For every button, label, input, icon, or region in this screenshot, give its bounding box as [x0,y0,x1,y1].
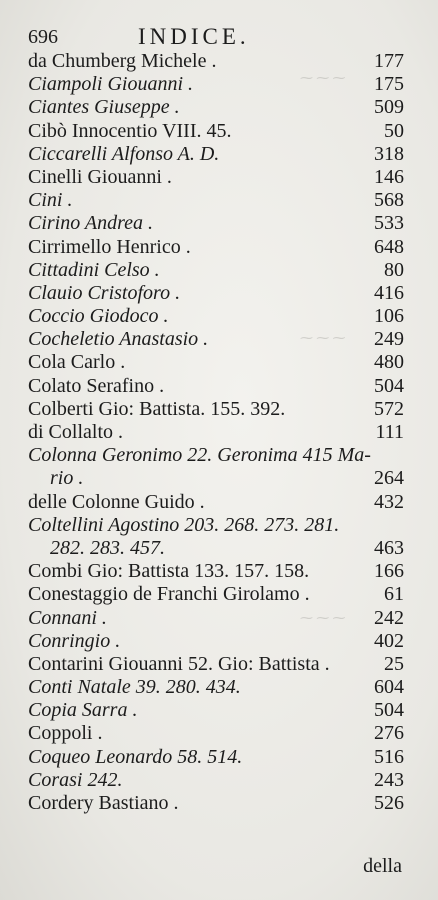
index-entry [28,236,404,259]
entry-page-number: 25 [384,652,404,675]
entry-name: Colonna Geronimo 22. Geronima 415 Ma- [28,444,371,467]
index-entry [28,166,404,189]
entry-name: Connani . [28,606,107,629]
index-entry [28,444,404,467]
entry-name: Cini . [28,189,73,212]
index-entry [28,282,404,305]
entry-page-number: 509 [374,96,404,119]
entry-name: Cittadini Celso . [28,258,160,281]
index-entry [28,351,404,374]
entry-name: Coccio Giodoco . [28,305,169,328]
entry-name: Colato Serafino . [28,374,165,397]
index-entry [28,722,404,745]
index-entry [28,676,404,699]
entry-name: Coqueo Leonardo 58. 514. [28,745,243,768]
index-entries [28,50,404,815]
index-entry [28,583,404,606]
index-entry [28,467,404,490]
entry-name: Conti Natale 39. 280. 434. [28,676,241,699]
entry-name: Conestaggio de Franchi Girolamo . [28,583,310,606]
entry-name: Cocheletio Anastasio . [28,328,209,351]
entry-name: Cola Carlo . [28,351,126,374]
index-entry [28,514,404,537]
entry-name: Ciampoli Giouanni . [28,73,194,96]
entry-page-number: 416 [374,281,404,304]
entry-name: da Chumberg Michele . [28,50,217,72]
index-entry [28,398,404,421]
entry-name: rio . [50,467,84,490]
index-entry [28,189,404,212]
entry-name: Coppoli . [28,722,103,745]
entry-page-number: 572 [374,397,404,420]
entry-name: 282. 283. 457. [50,536,165,559]
index-entry [28,305,404,328]
entry-page-number: 80 [384,258,404,281]
entry-page-number: 480 [374,351,404,374]
entry-page-number: 242 [374,606,404,629]
index-entry [28,699,404,722]
index-entry [28,259,404,282]
index-entry [28,96,404,119]
entry-name: Cordery Bastiano . [28,792,179,814]
entry-name: Conringio . [28,629,121,652]
bleed-through-ghost: ⁓ ⁓ ⁓ [300,70,346,85]
entry-page-number: 504 [374,374,404,397]
index-entry [28,212,404,235]
index-entry [28,746,404,769]
entry-name: Copia Sarra . [28,699,138,722]
entry-page-number: 111 [375,421,404,443]
bleed-through-ghost: ⁓ ⁓ ⁓ [300,610,346,625]
entry-page-number: 604 [374,676,404,699]
entry-page-number: 61 [384,583,404,606]
entry-name: Colberti Gio: Battista. 155. 392. [28,397,286,420]
entry-page-number: 276 [374,722,404,745]
entry-page-number: 175 [374,73,404,96]
entry-page-number: 249 [374,328,404,351]
page-header [28,24,408,50]
entry-name: delle Colonne Guido . [28,490,205,513]
entry-name: Combi Gio: Battista 133. 157. 158. [28,560,310,583]
index-entry [28,50,404,73]
index-entry [28,375,404,398]
entry-name: Cirino Andrea . [28,212,154,235]
entry-name: Coltellini Agostino 203. 268. 273. 281. [28,513,340,536]
entry-name: Ciantes Giuseppe . [28,96,180,119]
entry-page-number: 243 [374,768,404,791]
entry-page-number: 264 [374,467,404,490]
index-entry [28,143,404,166]
entry-page-number: 146 [374,165,404,188]
entry-page-number: 177 [374,50,404,72]
entry-page-number: 402 [374,629,404,652]
entry-page-number: 568 [374,189,404,212]
entry-page-number: 526 [374,792,404,814]
entry-name: Ciccarelli Alfonso A. D. [28,142,220,165]
index-entry [28,792,404,815]
page-title: INDICE. [138,24,250,49]
entry-name: Cirrimello Henrico . [28,235,191,258]
entry-page-number: 504 [374,699,404,722]
index-entry [28,630,404,653]
index-entry [28,607,404,630]
catchword: della [363,855,402,877]
entry-name: Contarini Giouanni 52. Gio: Battista . [28,652,330,675]
entry-page-number: 648 [374,235,404,258]
entry-name: Corasi 242. [28,768,123,791]
entry-page-number: 166 [374,560,404,583]
index-entry [28,491,404,514]
entry-page-number: 516 [374,745,404,768]
entry-page-number: 318 [374,142,404,165]
index-entry [28,120,404,143]
index-entry [28,328,404,351]
entry-page-number: 432 [374,490,404,513]
entry-name: di Collalto . [28,421,123,443]
bleed-through-ghost: ⁓ ⁓ ⁓ [300,330,346,345]
entry-name: Clauio Cristoforo . [28,281,181,304]
index-entry [28,73,404,96]
entry-page-number: 50 [384,119,404,142]
entry-name: Cibò Innocentio VIII. 45. [28,119,232,142]
index-entry [28,560,404,583]
index-entry [28,653,404,676]
entry-name: Cinelli Giouanni . [28,165,172,188]
index-entry [28,769,404,792]
entry-page-number: 463 [374,536,404,559]
index-entry [28,537,404,560]
entry-page-number: 106 [374,305,404,328]
index-entry [28,421,404,444]
page-number: 696 [28,26,58,48]
entry-page-number: 533 [374,212,404,235]
